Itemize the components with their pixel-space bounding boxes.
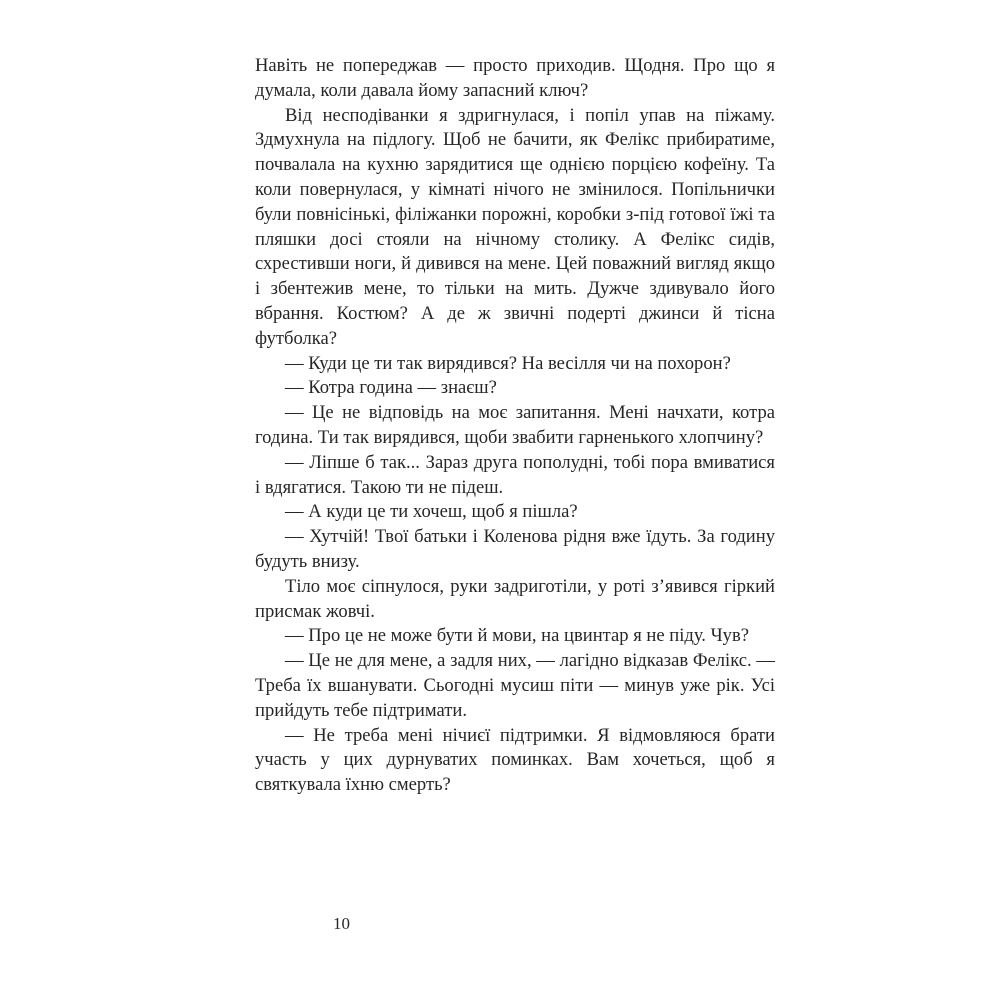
page-number: 10 (333, 914, 350, 933)
paragraph: Від несподіванки я здригнулася, і попіл упав на піжаму. Здмухнула на підлогу. Щоб не бачити, як Фелікс прибиратиме, почвалала на кухню зарядитися ще однією порцією кофеїну. Та коли повернулася, у кімнаті нічого не змінилося. Попільнички були повнісінькі, філіжанки порожні, коробки з-під готової їжі та пляшки досі стояли на нічному столику. А Фелікс сидів, схрестивши ноги, й дивився на мене. Цей поважний вигляд якщо і збентежив мене, то тільки на мить. Дужче здивувало його вбрання. Костюм? А де ж звичні подерті джинси й тісна футболка? (255, 104, 775, 349)
paragraph: Тіло моє сіпнулося, руки задриготіли, у роті з’явився гіркий присмак жовчі. (255, 575, 775, 622)
paragraph: — Це не для мене, а задля них, — лагідно відказав Фелікс. — Треба їх вшанувати. Сьогодні мусиш піти — минув уже рік. Усі прийдуть тебе підтримати. (255, 650, 775, 721)
paragraph: — Ліпше б так... Зараз друга пополудні, тобі пора вмиватися і вдягатися. Такою ти не підеш. (255, 451, 775, 498)
paragraph: — Це не відповідь на моє запитання. Мені начхати, котра година. Ти так вирядився, щоби звабити гарненького хлопчину? (255, 402, 775, 448)
paragraph: — Куди це ти так вирядився? На весілля чи на похорон? (285, 352, 731, 374)
paragraph: — Котра година — знаєш? (285, 377, 497, 399)
paragraph: — Про це не може бути й мови, на цвинтар я не піду. Чув? (285, 625, 749, 647)
paragraph: — Не треба мені нічиєї підтримки. Я відмовляюся брати участь у цих дурнуватих поминках. Вам хочеться, щоб я святкувала їхню смерть? (255, 724, 775, 796)
paragraph: Навіть не попереджав — просто приходив. Щодня. Про що я думала, коли давала йому запасний ключ? (255, 55, 775, 101)
paragraph: — А куди це ти хочеш, щоб я пішла? (285, 501, 578, 523)
paragraph: — Хутчій! Твої батьки і Коленова рідня вже їдуть. За годину будуть внизу. (255, 526, 775, 572)
page-text (255, 54, 775, 798)
